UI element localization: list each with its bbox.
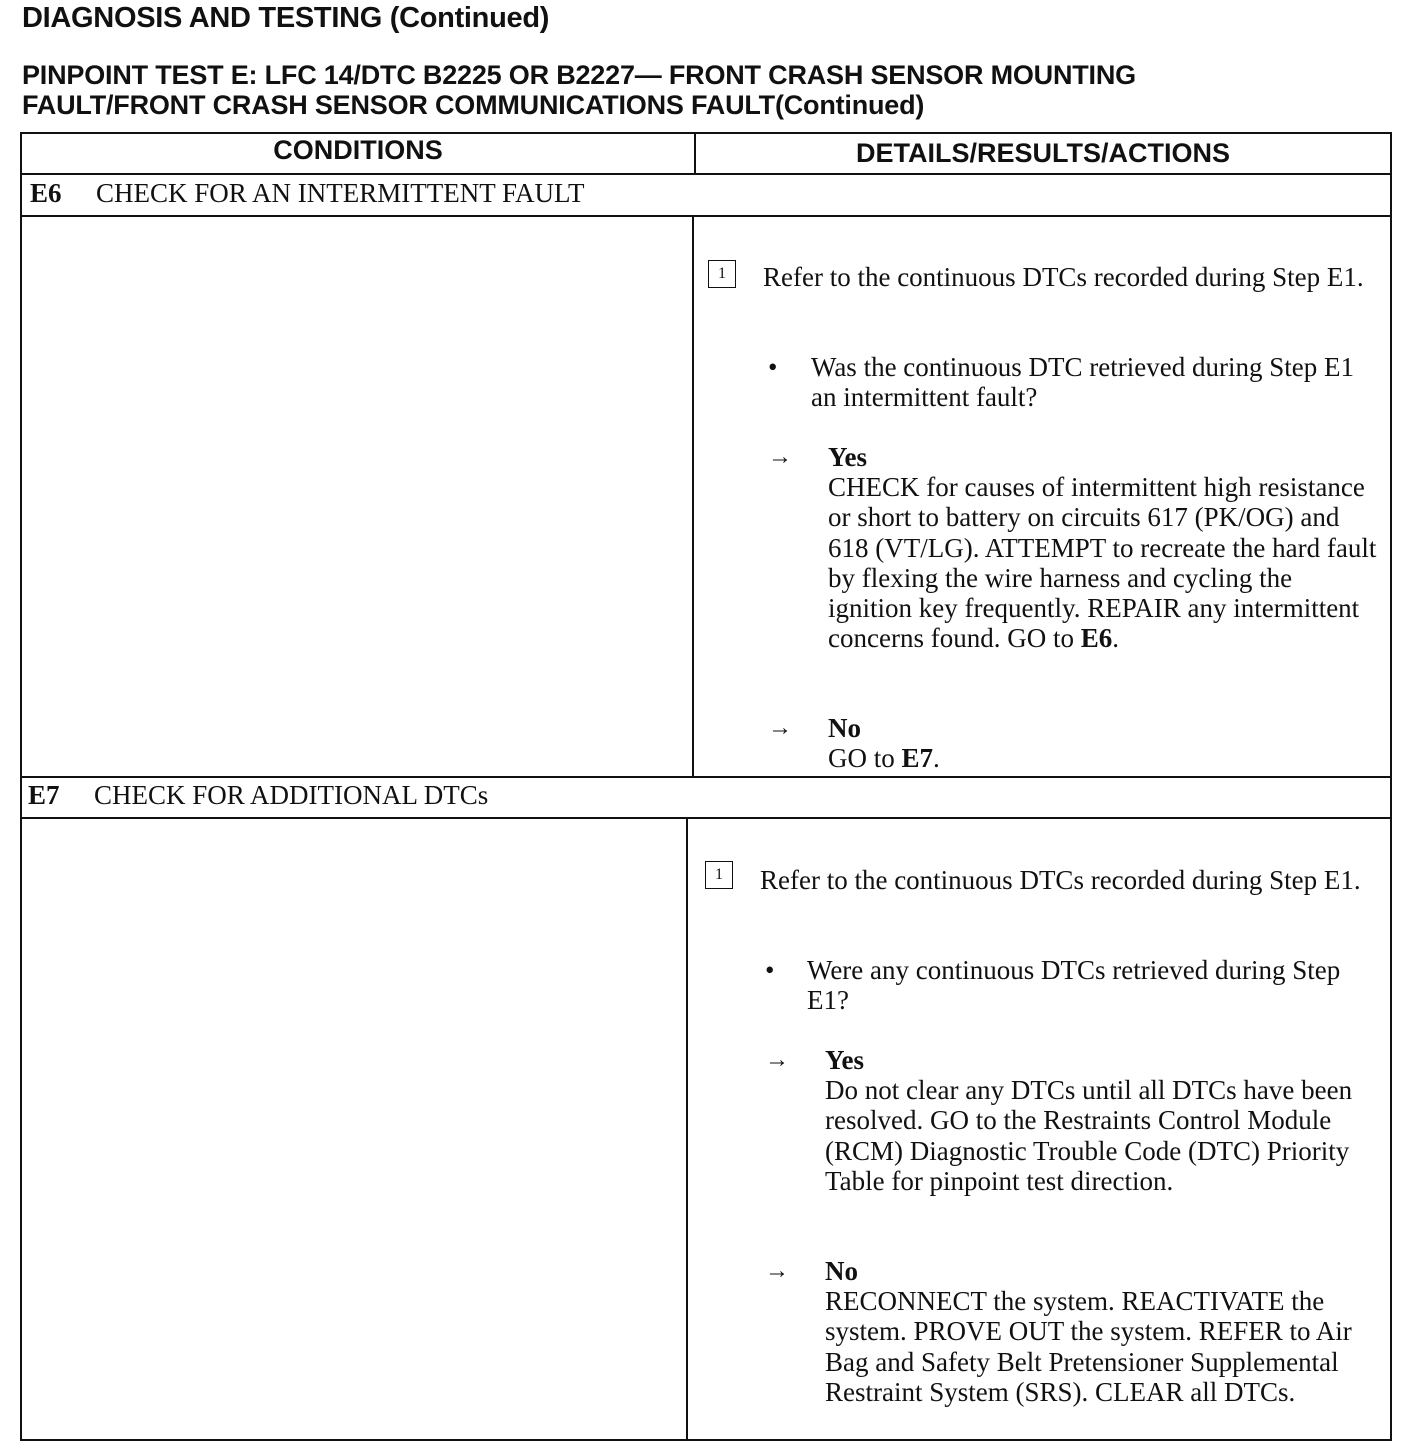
e7-question: Were any continuous DTCs retrieved during Step E1? [807,955,1341,1015]
e6-yes-label: Yes [828,442,867,472]
e7-title-top-divider [20,776,1392,778]
e7-yes-arrow-icon: → [765,1047,789,1073]
e6-title-divider [20,215,1392,217]
test-title-line-2: FAULT/FRONT CRASH SENSOR COMMUNICATIONS FAULT(Continued) [22,90,925,120]
e7-yes-text: Do not clear any DTCs until all DTCs have been resolved. GO to the Restraints Control Module (RCM) Diagnostic Trouble Code (DTC) Priority Table for pinpoint test direction. [825,1075,1353,1196]
e6-instruction: Refer to the continuous DTCs recorded during Step E1. [763,262,1364,292]
e6-no-text: GO to [828,743,895,774]
e6-yes-arrow-icon: → [768,444,792,470]
e7-no-arrow-icon: → [765,1258,789,1284]
e7-no-text: RECONNECT the system. REACTIVATE the system. PROVE OUT the system. REFER to Air Bag and Safety Belt Pretensioner Supplemental Restraint System (SRS). CLEAR all DTCs. [825,1286,1352,1407]
step-e7-title: CHECK FOR ADDITIONAL DTCs [94,780,489,810]
e6-column-divider [692,215,694,778]
e7-item-number-box: 1 [705,861,733,889]
page-heading: DIAGNOSIS AND TESTING (Continued) [22,2,550,34]
test-title-line-1: PINPOINT TEST E: LFC 14/DTC B2225 OR B2227— FRONT CRASH SENSOR MOUNTING [22,60,1136,90]
step-e6-id: E6 [30,178,62,208]
e6-no-arrow-icon: → [768,715,792,741]
e6-no-result: No GO to E7. [828,713,1378,773]
conditions-column-header: CONDITIONS [273,135,443,165]
e6-yes-goto: E6 [1080,623,1113,654]
e7-title-divider [20,817,1392,819]
e6-no-label: No [828,713,861,743]
header-divider [20,173,1392,175]
e7-question-bullet: • [765,955,775,985]
e7-column-divider [686,817,688,1441]
e7-yes-label: Yes [825,1045,864,1075]
e7-no-label: No [825,1256,858,1286]
step-e7-id: E7 [28,780,60,810]
e7-yes-result [825,1045,1370,1196]
e6-yes-text: CHECK for causes of intermittent high resistance or short to battery on circuits 617 (PK/OG) and 618 (VT/LG). ATTEMPT to recreate the hard fault by flexing the wire harness and cycling the ignition key frequently. REPAIR any intermittent concerns found. GO to [828,472,1377,654]
details-column-header: DETAILS/RESULTS/ACTIONS [855,138,1230,168]
e7-no-result [825,1256,1380,1407]
e7-instruction: Refer to the continuous DTCs recorded during Step E1. [760,865,1361,895]
e6-no-goto: E7 [901,743,934,774]
step-e6-header [30,178,585,209]
e6-item-number-box: 1 [708,260,736,288]
e6-yes-result: Yes CHECK for causes of intermittent high resistance or short to battery on circuits 617 (PK/OG) and 618 (VT/LG). ATTEMPT to recreate the hard fault by flexing the wire harness and cycling the ignition key frequently. REPAIR any intermittent concerns found. GO to E6. [828,442,1377,654]
pinpoint-test-title [22,60,1136,120]
e6-question: Was the continuous DTC retrieved during Step E1 an intermittent fault? [811,352,1354,412]
e6-question-bullet: • [768,352,778,382]
step-e7-header [28,780,488,811]
step-e6-title: CHECK FOR AN INTERMITTENT FAULT [96,178,585,208]
